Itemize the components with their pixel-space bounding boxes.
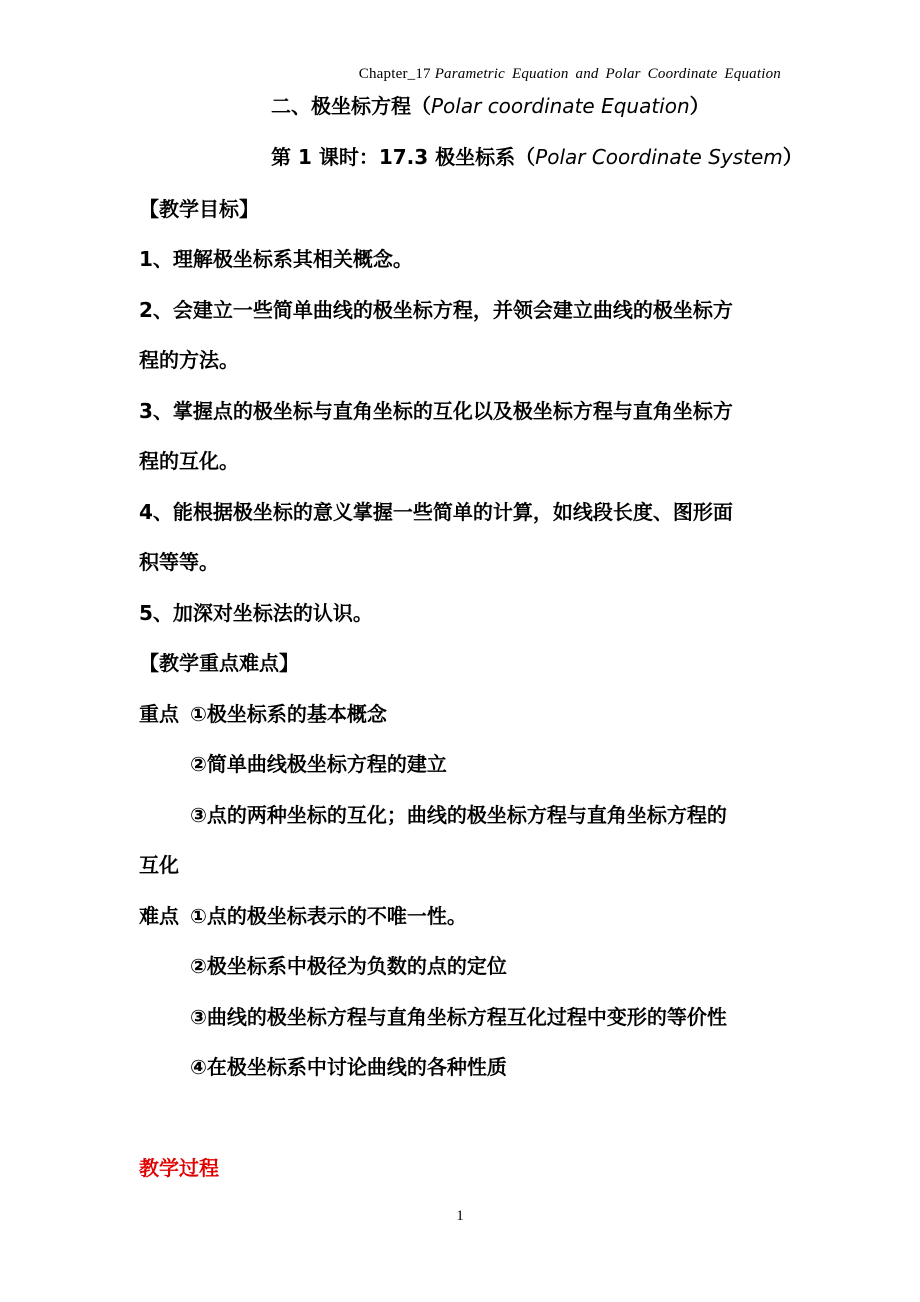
- focus-item-wrap: 互化: [139, 853, 179, 877]
- section-title-en: Polar coordinate Equation: [431, 94, 690, 118]
- lesson-title-cn: 第 1 课时：17.3 极坐标系（: [271, 145, 536, 169]
- lesson-title: [271, 144, 803, 170]
- focus-item: ①极坐标系的基本概念: [190, 702, 387, 726]
- objective-item: 5、加深对坐标法的认识。: [139, 601, 373, 625]
- process-heading: 教学过程: [139, 1156, 219, 1180]
- objective-item: 程的互化。: [139, 449, 239, 473]
- running-header: [359, 66, 781, 83]
- difficulty-label: 难点: [139, 904, 179, 928]
- objective-item: 程的方法。: [139, 348, 239, 372]
- difficulty-item: ④在极坐标系中讨论曲线的各种性质: [190, 1055, 507, 1079]
- difficulty-item: ①点的极坐标表示的不唯一性。: [190, 904, 467, 928]
- objective-item: 2、会建立一些简单曲线的极坐标方程，并领会建立曲线的极坐标方: [139, 298, 733, 322]
- section-title-close: ）: [689, 94, 710, 118]
- section-title-cn: 二、极坐标方程（: [271, 94, 431, 118]
- focus-item: ③点的两种坐标的互化；曲线的极坐标方程与直角坐标方程的: [190, 803, 727, 827]
- header-title: Parametric Equation and Polar Coordinate Equation: [434, 66, 781, 82]
- objective-item: 积等等。: [139, 550, 219, 574]
- key-points-heading: 【教学重点难点】: [139, 651, 299, 675]
- page-number: 1: [456, 1208, 464, 1224]
- objective-item: 1、理解极坐标系其相关概念。: [139, 247, 413, 271]
- objective-item: 4、能根据极坐标的意义掌握一些简单的计算，如线段长度、图形面: [139, 500, 733, 524]
- header-chapter: Chapter_17: [358, 66, 431, 82]
- difficulty-item: ③曲线的极坐标方程与直角坐标方程互化过程中变形的等价性: [190, 1005, 727, 1029]
- objective-item: 3、掌握点的极坐标与直角坐标的互化以及极坐标方程与直角坐标方: [139, 399, 733, 423]
- lesson-title-en: Polar Coordinate System: [535, 145, 783, 169]
- difficulty-item: ②极坐标系中极径为负数的点的定位: [190, 954, 507, 978]
- focus-item: ②简单曲线极坐标方程的建立: [190, 752, 447, 776]
- lesson-title-close: ）: [782, 145, 803, 169]
- focus-label: 重点: [139, 702, 179, 726]
- objectives-heading: 【教学目标】: [139, 197, 259, 221]
- section-title: [271, 93, 710, 119]
